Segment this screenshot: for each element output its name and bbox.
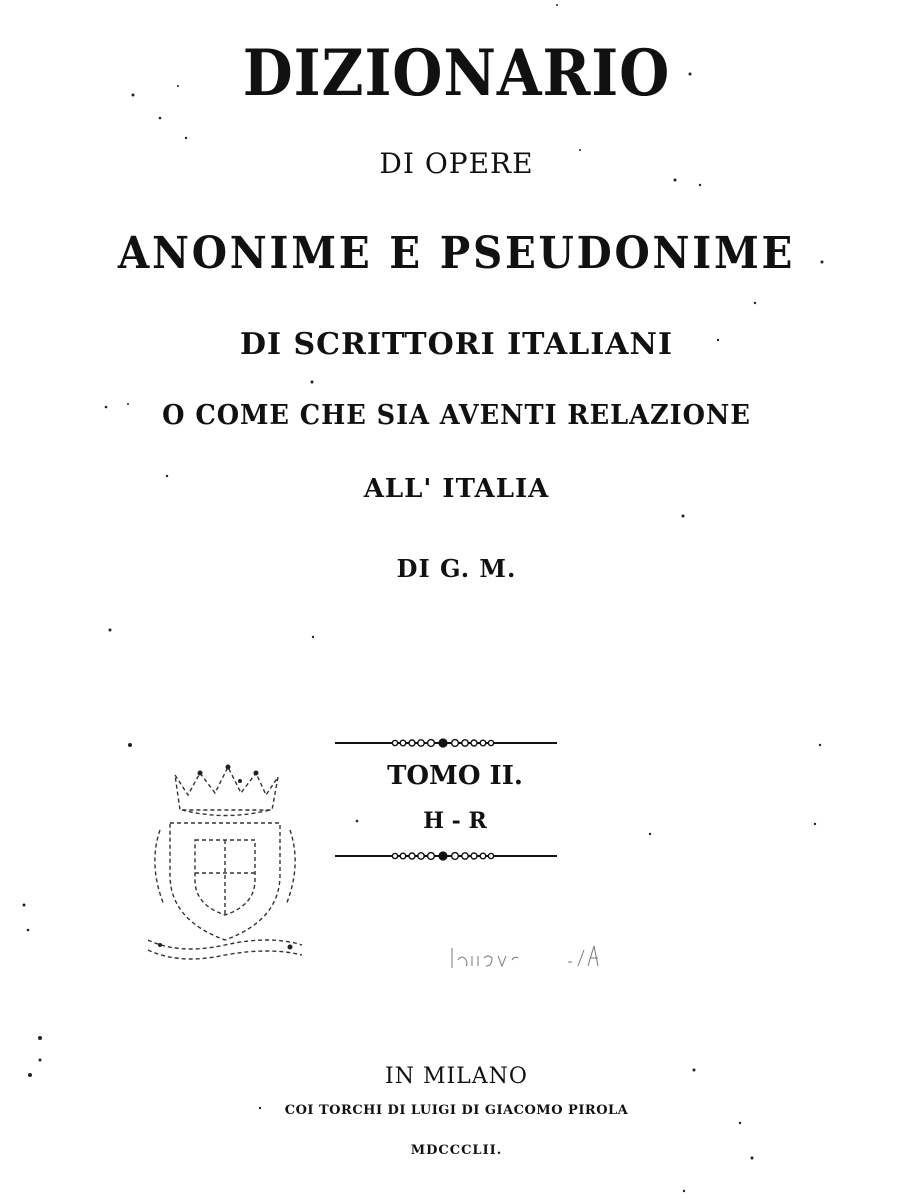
book-title: DIZIONARIO — [242, 36, 671, 111]
subtitle-line-5: ALL' ITALIA — [363, 474, 550, 504]
subtitle-line-3: DI SCRITTORI ITALIANI — [240, 327, 673, 362]
printer-imprint: COI TORCHI DI LUIGI DI GIACOMO PIROLA — [284, 1103, 629, 1118]
subtitle-line-2: ANONIME E PSEUDONIME — [117, 228, 796, 279]
library-stamp-crest-icon — [140, 755, 310, 965]
publication-year: MDCCCLII. — [410, 1143, 503, 1158]
subtitle-line-4: O COME CHE SIA AVENTI RELAZIONE — [162, 400, 751, 431]
handwritten-shelfmark — [448, 942, 608, 972]
author-initials: DI G. M. — [396, 554, 517, 583]
publication-place: IN MILANO — [385, 1064, 528, 1089]
ornamental-rule-icon — [335, 737, 557, 749]
alphabet-range: H - R — [423, 808, 487, 834]
subtitle-line-1: DI OPERE — [379, 147, 534, 180]
ornamental-rule-icon — [335, 850, 557, 862]
volume-number: TOMO II. — [387, 761, 523, 791]
